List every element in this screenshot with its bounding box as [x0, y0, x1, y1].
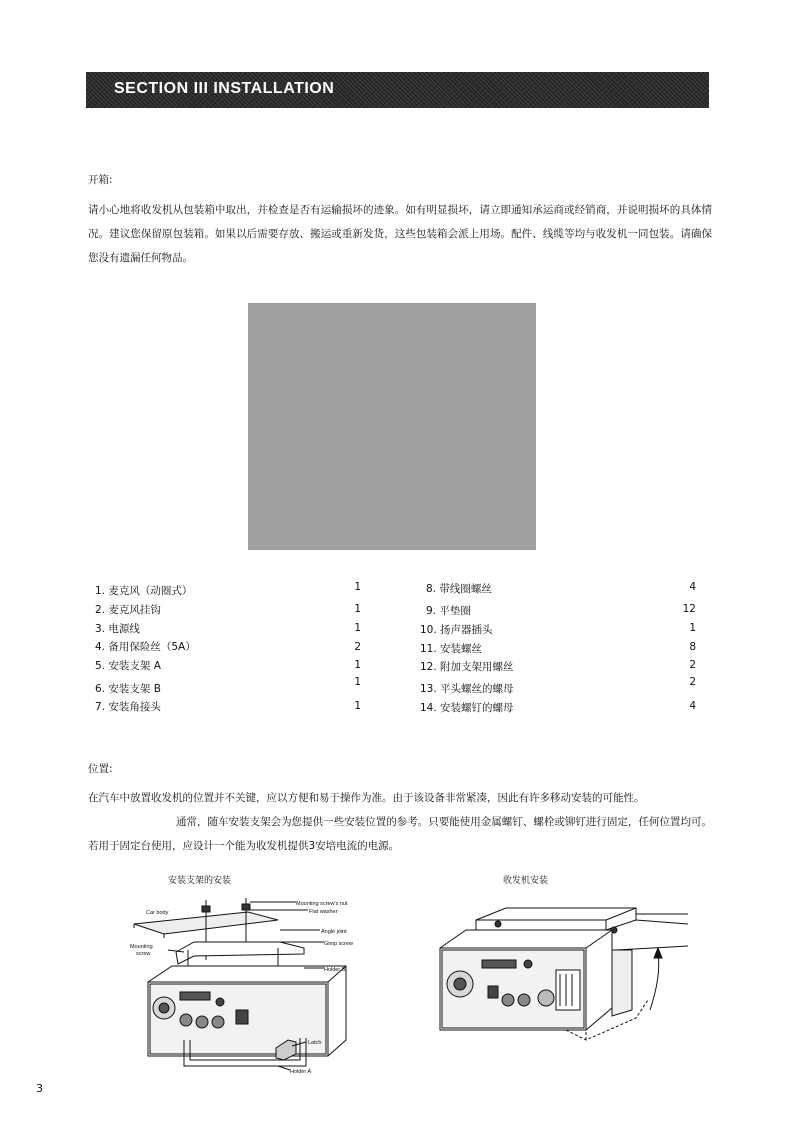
location-heading: 位置: — [88, 763, 113, 775]
list-item: 2. 麦克风挂钩 — [95, 604, 161, 616]
list-item-qty: 1 — [354, 622, 361, 634]
section-banner — [86, 72, 709, 108]
list-item-qty: 2 — [354, 641, 361, 653]
label-holder-a: Holder A — [290, 1069, 312, 1075]
figure-right-caption: 收发机安装 — [503, 876, 549, 886]
label-holder-b: Holder B — [324, 967, 346, 973]
list-item-qty: 1 — [354, 581, 361, 593]
figure-left-caption: 安装支架的安装 — [168, 876, 232, 886]
label-flat-washer: Flat washer — [309, 909, 338, 915]
list-item-qty: 1 — [689, 622, 696, 634]
section-title: SECTION III INSTALLATION — [114, 80, 335, 97]
label-mounting-screw-1: Mounting — [130, 944, 153, 950]
label-gimp-screw: Gimp screw — [324, 941, 354, 947]
list-item-qty: 8 — [689, 641, 696, 653]
list-item-qty: 1 — [354, 603, 361, 615]
list-item: 4. 备用保险丝（5A） — [95, 641, 196, 653]
list-item-qty: 1 — [354, 676, 361, 688]
list-item: 5. 安装支架 A — [95, 660, 161, 672]
list-item: 3. 电源线 — [95, 623, 140, 635]
list-item-qty: 1 — [354, 659, 361, 671]
list-item: 13. 平头螺丝的螺母 — [420, 683, 514, 695]
label-mounting-screw-2: screw — [136, 951, 151, 957]
transceiver-installation-figure — [436, 890, 696, 1050]
unpacking-heading: 开箱: — [88, 174, 113, 186]
unpacking-paragraph: 请小心地将收发机从包装箱中取出，并检查是否有运输损坏的迹象。如有明显损坏，请立即通知承运商或经销商，并说明损坏的具体情况。建议您保留原包装箱。如果以后需要存放、搬运或重新发货，这些包装箱会派上用场。配件、线缆等均与收发机一同包装。请确保您没有遗漏任何物品。 — [88, 204, 712, 264]
list-item: 8. 带线圈螺丝 — [426, 583, 492, 595]
list-item: 6. 安装支架 B — [95, 683, 161, 695]
location-paragraph-2: 通常，随车安装支架会为您提供一些安装位置的参考。只要能使用金属螺钉、螺栓或铆钉进行固定，任何位置均可。若用于固定台使用，应设计一个能为收发机提供3安培电流的电源。 — [88, 816, 712, 852]
list-item-qty: 1 — [354, 700, 361, 712]
location-paragraph-1: 在汽车中放置收发机的位置并不关键，应以方便和易于操作为准。由于该设备非常紧凑，因此有许多移动安装的可能性。 — [88, 792, 645, 804]
list-item-qty: 2 — [689, 676, 696, 688]
list-item-qty: 4 — [689, 581, 696, 593]
list-item: 14. 安装螺钉的螺母 — [420, 702, 514, 714]
label-mounting-nut: Mounting screw's nut — [296, 901, 348, 907]
list-item-qty: 2 — [689, 659, 696, 671]
label-angle-joint: Angle joint — [321, 929, 347, 935]
list-item-qty: 12 — [682, 603, 696, 615]
page-number: 3 — [36, 1082, 43, 1095]
list-item: 7. 安装角接头 — [95, 701, 161, 713]
list-item-qty: 4 — [689, 700, 696, 712]
list-item: 9. 平垫圈 — [426, 605, 471, 617]
bracket-installation-figure — [128, 890, 368, 1080]
list-item: 10. 扬声器插头 — [420, 624, 493, 636]
label-car-body: Car body — [146, 910, 169, 916]
accessories-photo — [248, 303, 536, 550]
list-item: 12. 附加支架用螺丝 — [420, 661, 514, 673]
list-item: 1. 麦克风（动圈式） — [95, 585, 193, 597]
list-item: 11. 安装螺丝 — [420, 643, 483, 655]
label-latch: Latch — [308, 1040, 322, 1046]
